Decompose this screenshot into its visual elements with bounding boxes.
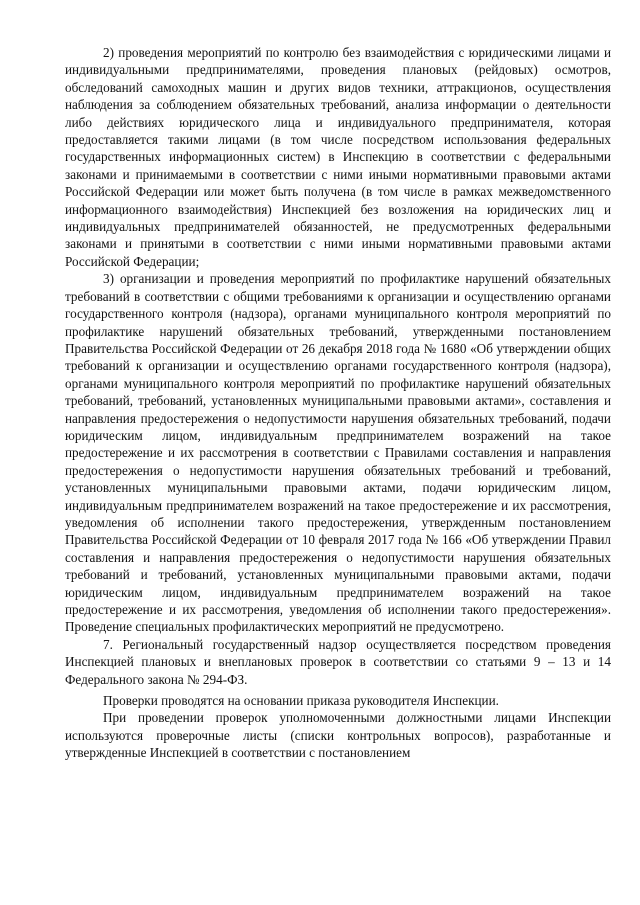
paragraph-item-3: 3) организации и проведения мероприятий по профилактике нарушений обязательных требований в соответствии с общими требованиями к организации и осуществлению органами государственного контроля (надзора), органами муниципального контроля мероприятий по профилактике нарушений обязательных требований, утвержденными постановлением Правительства Российской Федерации от 26 декабря 2018 года № 1680 «Об утверждении общих требований к организации и осуществлению органами государственного контроля (надзора), органами муниципального контроля мероприятий по профилактике нарушений обязательных требований, требований, установленных муниципальными правовыми актами», составления и направления предостережения о недопустимости нарушения обязательных требований, подачи юридическим лицом, индивидуальным предпринимателем возражений на такое предостережение и их рассмотрения в соответствии с Правилами составления и направления предостережения о недопустимости нарушения обязательных требований и требований, установленных муниципальными правовыми актами, подачи юридическим лицом, индивидуальным предпринимателем возражений на такое предостережение и их рассмотрения, уведомления об исполнении такого предостережения, утвержденным постановлением Правительства Российской Федерации от 10 февраля 2017 года № 166 «Об утверждении Правил составления и направления предостережения о недопустимости нарушения обязательных требований и требований, установленных муниципальными правовыми актами, подачи юридическим лицом, индивидуальным предпринимателем возражений на такое предостережение и их рассмотрения, уведомления об исполнении такого предостережения». Проведение специальных профилактических мероприятий не предусмотрено. — [65, 271, 611, 635]
paragraph-item-2: 2) проведения мероприятий по контролю без взаимодействия с юридическими лицами и индивидуальными предпринимателями, проведения плановых (рейдовых) осмотров, обследований самоходных машин и других видов техники, аттракционов, осуществления наблюдения за соблюдением обязательных требований, анализа информации о деятельности либо действиях юридического лица и индивидуального предпринимателя, которая предоставляется такими лицами (в том числе посредством использования федеральных государственных информационных систем) в Инспекцию в соответствии с федеральными законами и принимаемыми в соответствии с ними иными нормативными правовыми актами Российской Федерации или может быть получена (в том числе в рамках межведомственного информационного взаимодействия) Инспекцией без возложения на юридических лиц и индивидуальных предпринимателей обязанностей, не предусмотренных федеральными законами и принятыми в соответствии с ними иными нормативными правовыми актами Российской Федерации; — [65, 45, 611, 269]
document-page — [65, 44, 611, 762]
paragraph-inspection-order: Проверки проводятся на основании приказа руководителя Инспекции. — [103, 693, 499, 709]
paragraph-section-7: 7. Региональный государственный надзор осуществляется посредством проведения Инспекцией плановых и внеплановых проверок в соответствии со статьями 9 – 13 и 14 Федерального закона № 294-ФЗ. — [65, 636, 611, 687]
paragraph-checklists: При проведении проверок уполномоченными должностными лицами Инспекции используются проверочные листы (списки контрольных вопросов), разработанные и утвержденные Инспекцией в соответствии с постановлением — [65, 710, 611, 761]
